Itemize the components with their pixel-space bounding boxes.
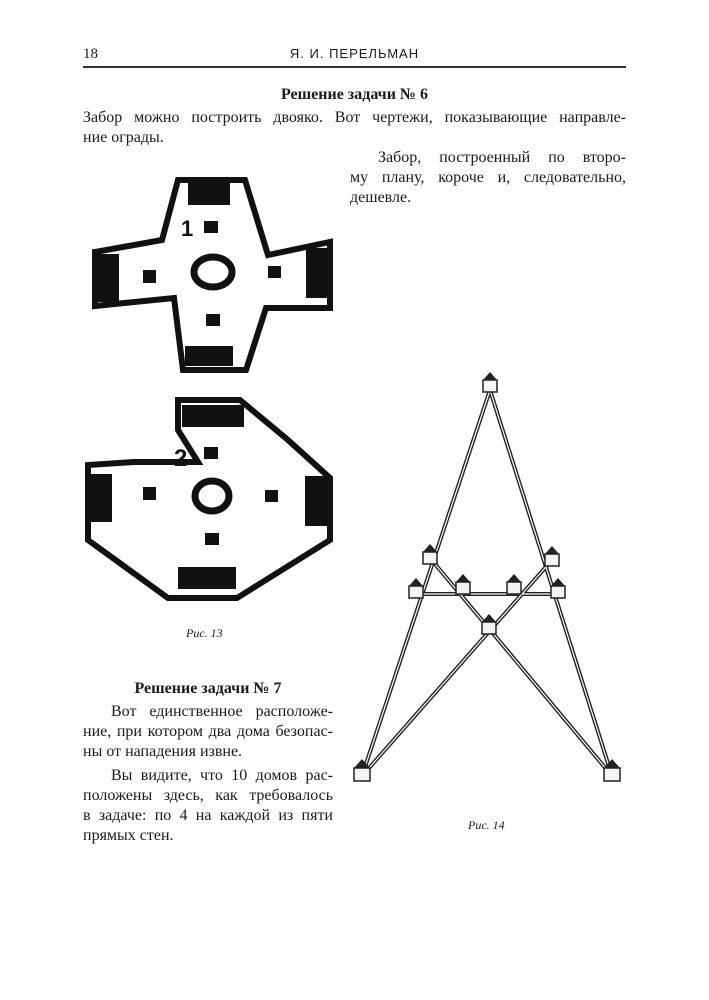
solution-7-p2-line-4: прямых стен. xyxy=(83,827,174,844)
plan-1-house-top xyxy=(188,183,230,205)
solution-6-intro xyxy=(83,108,626,148)
solution-6-heading: Решение задачи № 6 xyxy=(280,86,428,103)
house-inner-right xyxy=(507,582,521,594)
plan-2-fort xyxy=(195,481,229,511)
running-title: Я. И. ПЕРЕЛЬМАН xyxy=(289,46,420,61)
plan-1-house-inner-bottom xyxy=(206,314,220,326)
fence-plan-1-outline xyxy=(95,180,330,370)
plan-2-label: 2 xyxy=(174,445,188,472)
fence-plan-2 xyxy=(80,395,342,607)
house-right-middle xyxy=(551,586,565,598)
house-left-upper xyxy=(423,552,437,564)
plan-2-house-top xyxy=(182,405,244,427)
solution-7-p1-line-2: ние, при котором два дома безопас- xyxy=(83,723,333,740)
plan-1-house-inner-left xyxy=(143,270,156,283)
house-left-middle xyxy=(409,586,423,598)
plan-1-house-inner-top xyxy=(204,221,218,233)
house-bottom-right xyxy=(604,768,620,781)
plan-2-house-inner-right xyxy=(265,490,278,502)
solution-7-p1-line-3: ны от нападения извне. xyxy=(83,743,243,760)
plan-1-house-left xyxy=(97,254,119,302)
plan-2-house-inner-left xyxy=(143,487,156,500)
house-bottom-left xyxy=(354,768,370,781)
solution-7-p2-line-1: Вы видите, что 10 домов рас- xyxy=(111,767,333,784)
house-inner-left xyxy=(456,582,470,594)
plan-1-house-right xyxy=(306,248,328,298)
plan-2-house-inner-bottom xyxy=(205,533,219,545)
page-number: 18 xyxy=(83,46,98,62)
plan-2-house-right xyxy=(305,476,327,526)
plan-2-house-bottom xyxy=(178,567,236,589)
plan-1-fort xyxy=(194,257,232,287)
plan-1-house-inner-right xyxy=(268,266,281,278)
house-apex xyxy=(483,380,497,392)
figure-13-caption: Рис. 13 xyxy=(186,626,223,640)
solution-7-p2-line-2: положены здесь, как требовалось xyxy=(83,787,333,804)
fence-plan-1 xyxy=(80,172,342,382)
solution-6-note-line-1: Забор, построенный по второ- xyxy=(378,149,626,166)
solution-7-paragraph-2 xyxy=(83,766,333,846)
solution-7-p1-line-1: Вот единственное расположе- xyxy=(111,703,333,720)
figure-14-walls xyxy=(350,370,630,790)
solution-7-heading: Решение задачи № 7 xyxy=(134,680,282,697)
solution-6-note-line-2: му плану, короче и, следовательно, xyxy=(350,169,626,186)
figure-14-caption: Рис. 14 xyxy=(468,818,505,832)
solution-7-p2-line-3: в задаче: по 4 на каждой из пяти xyxy=(83,807,333,824)
house-right-upper xyxy=(545,554,559,566)
solution-6-note xyxy=(350,148,626,208)
header-rule xyxy=(83,66,626,68)
plan-1-house-bottom xyxy=(185,346,233,366)
plan-2-house-inner-top xyxy=(204,447,218,459)
plan-2-house-left xyxy=(90,474,112,522)
plan-1-label: 1 xyxy=(181,216,194,241)
solution-6-note-line-3: дешевле. xyxy=(350,189,412,206)
solution-6-intro-line-1: Забор можно построить двояко. Вот чертежи, показывающие направле- xyxy=(83,109,626,126)
house-center xyxy=(482,622,496,634)
solution-7-paragraph-1 xyxy=(83,702,333,762)
solution-6-intro-line-2: ние ограды. xyxy=(83,129,164,146)
